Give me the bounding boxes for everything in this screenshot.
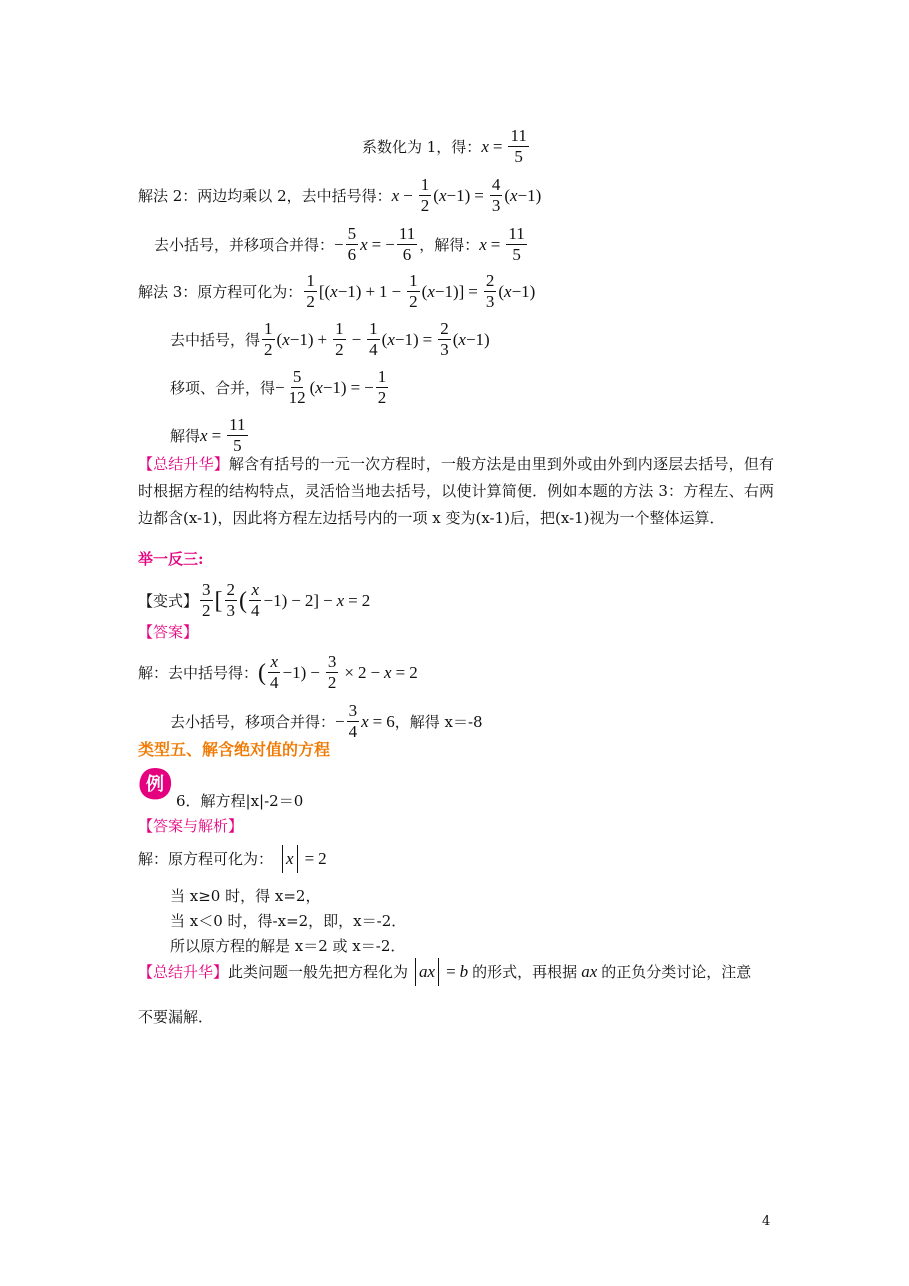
summary-paragraph: 【总结升华】解含有括号的一元一次方程时，一般方法是由里到外或由外到内逐层去括号，但有时根据方程的结构特点，灵活恰当地去括号，以使计算简便．例如本题的方法 3：方程左、右两边都含(x-1)，因此将方程左边括号内的一项 x 变为(x-1)后，把(x-1)视为一个整体运算． [138,455,774,527]
variant-problem: 【变式】 $\frac{3}{2}$ [ $\frac{2}{3}$ ( $\frac{x}{4}$ −1) − 2] − x = 2 [138,580,371,620]
line-method-3: 解法 3：原方程可化为： $\frac{1}{2}$ [(x−1) + 1 − $\frac{1}{2}$ (x−1)] = $\frac{2}{3}$ (x−1) [138,271,536,311]
expression-ax: ax [581,962,598,981]
answer-tag: 【答案】 [138,623,199,641]
line-solution: 解得 x = $\frac{11}{5}$ [170,415,250,456]
line-coefficient: 系数化为 1，得： x = $\frac{11}{5}$ [362,126,531,167]
analysis-line-3: 当 x＜0 时，得-x=2，即，x＝-2． [170,912,407,930]
page-number: 4 [762,1214,771,1229]
summary-2-line-2: 不要漏解． [138,1008,214,1026]
equation: ( $\frac{x}{4}$ −1) − $\frac{3}{2}$ × 2 − x = 2 [258,652,418,692]
equation: $\frac{3}{2}$ [ $\frac{2}{3}$ ( $\frac{x}{4}$ −1) − 2] − x = 2 [202,580,371,620]
equation: $\frac{1}{2}$ [(x−1) + 1 − $\frac{1}{2}$ (x−1)] = $\frac{2}{3}$ (x−1) [306,271,536,311]
analysis-line-1: 解：原方程可化为： x = 2 [138,845,327,873]
practice-heading: 举一反三: [138,550,204,568]
equation: − $\frac{3}{4}$ x = 6 [335,701,395,741]
equation: x = 2 [279,845,327,873]
analysis-line-2: 当 x≥0 时，得 x=2， [170,887,321,905]
solution-line-1: 解：去中括号得： ( $\frac{x}{4}$ −1) − $\frac{3}{2}$ × 2 − x = 2 [138,652,418,692]
equation: ax = b [412,958,468,986]
summary-2-line-1: 【总结升华】 此类问题一般先把方程化为 ax = b 的形式，再根据 ax 的正负分类讨论，注意 [138,958,751,986]
equation: x − $\frac{1}{2}$ (x−1) = $\frac{4}{3}$ (x−1) [391,175,542,215]
svg-text:例: 例 [146,774,164,795]
line-remove-brackets: 去中括号，得 $\frac{1}{2}$ (x−1) + $\frac{1}{2}$ − $\frac{1}{4}$ (x−1) = $\frac{2}{3}$ (x−1) [170,319,490,359]
example-badge-icon [136,765,174,803]
equation: $\frac{1}{2}$ (x−1) + $\frac{1}{2}$ − $\frac{1}{4}$ (x−1) = $\frac{2}{3}$ (x−1) [264,319,490,359]
equation: x = $\frac{11}{5}$ [481,126,527,166]
equation: − $\frac{5}{12}$ (x−1) = − $\frac{1}{2}$ [275,367,387,407]
analysis-line-4: 所以原方程的解是 x＝2 或 x＝-2． [170,937,406,955]
solution-line-2: 去小括号，移项合并得： − $\frac{3}{4}$ x = 6 ，解得 x＝-8 [170,701,483,741]
section-heading: 类型五、解含绝对值的方程 [138,740,331,759]
equation: − $\frac{5}{6}$ x = − $\frac{11}{6}$ [334,224,416,264]
example-6: 6．解方程|x|-2＝0 [176,792,304,810]
equation: x = $\frac{11}{5}$ [200,415,246,455]
answer-analysis-tag: 【答案与解析】 [138,817,244,835]
line-method-2: 解法 2：两边均乘以 2，去中括号得： x − $\frac{1}{2}$ (x−1) = $\frac{4}{3}$ (x−1) [138,175,542,215]
equation: x = $\frac{11}{5}$ [479,224,525,264]
line-remove-parens: 去小括号，并移项合并得： − $\frac{5}{6}$ x = − $\frac{11}{6}$ ，解得： x = $\frac{11}{5}$ [154,224,529,265]
line-combine: 移项、合并，得 − $\frac{5}{12}$ (x−1) = − $\frac{1}{2}$ [170,367,390,408]
